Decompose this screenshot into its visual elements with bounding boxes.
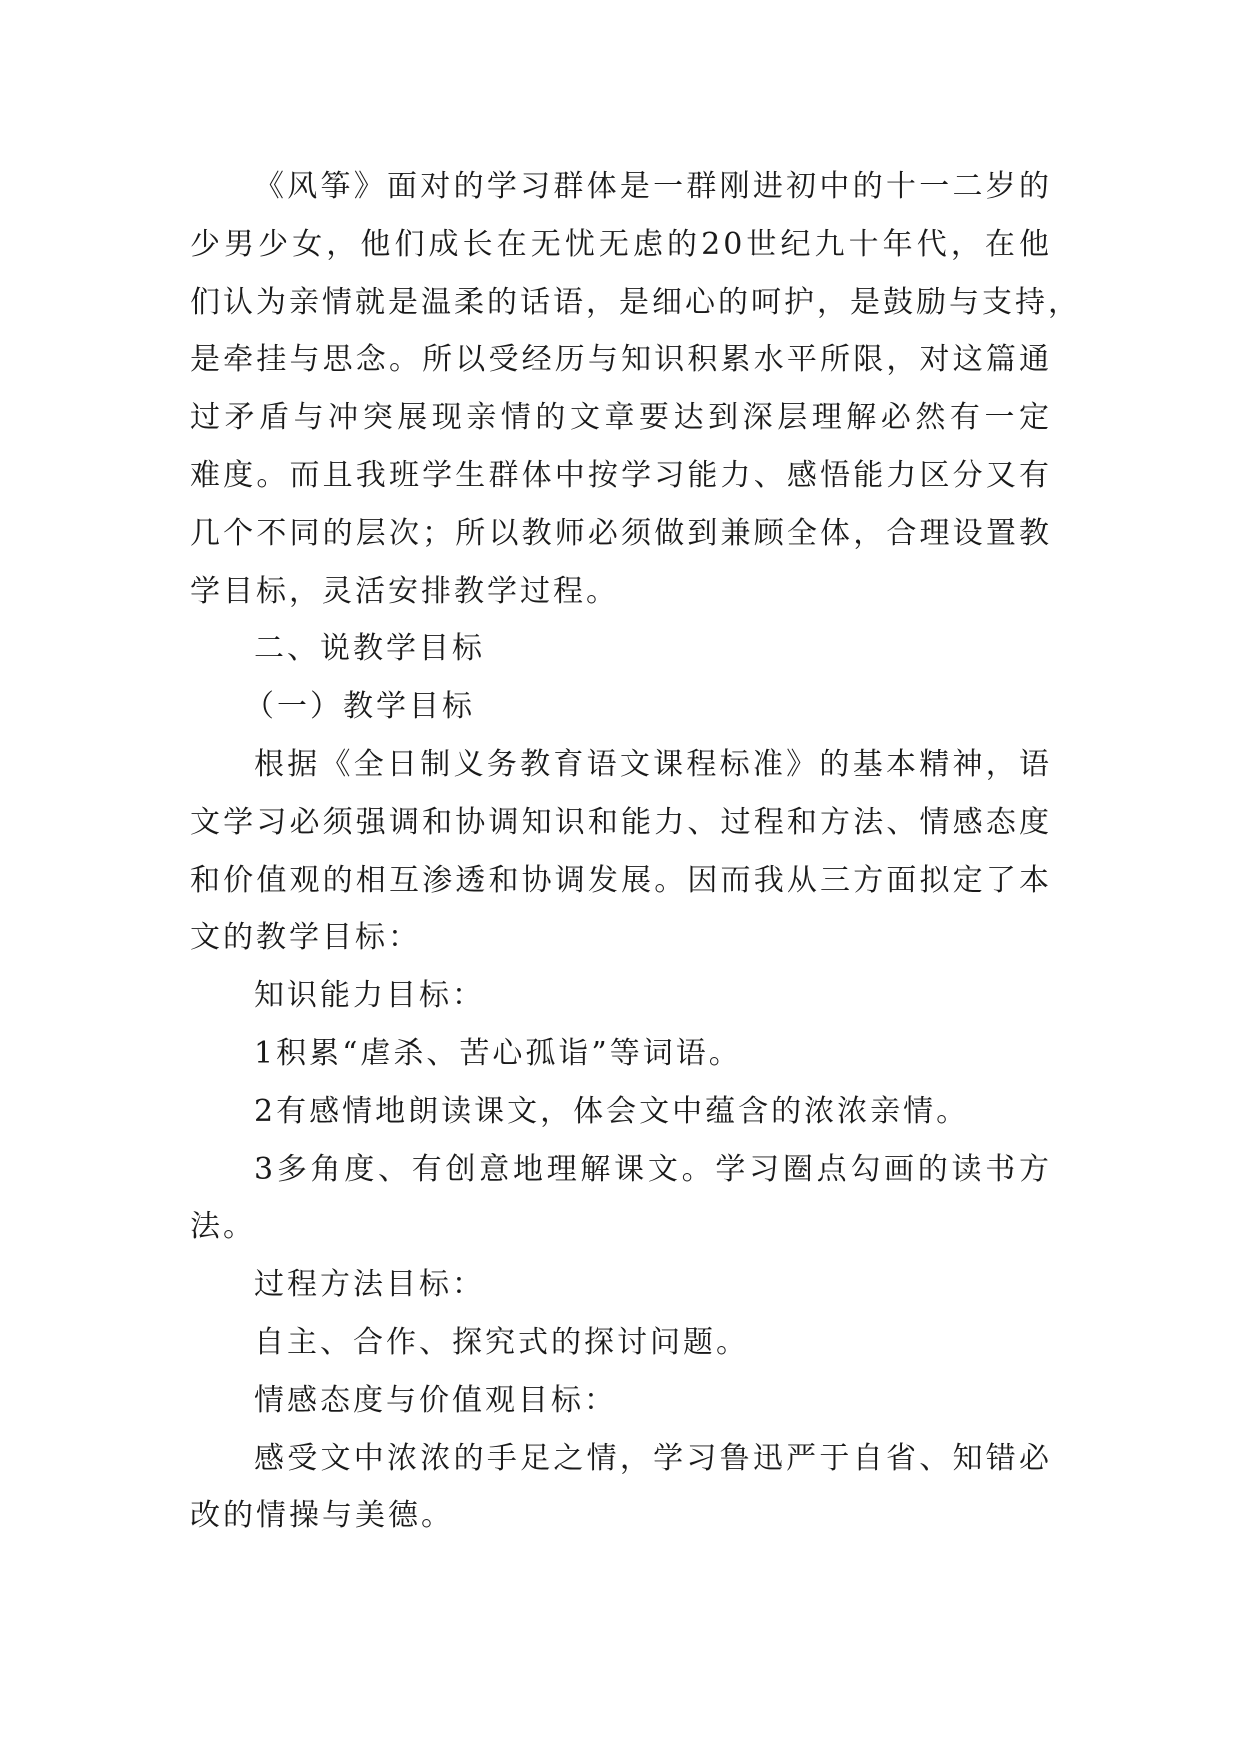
text-line: 根据《全日制义务教育语文课程标准》的基本精神，语 bbox=[254, 746, 1052, 782]
text-line: 2有感情地朗读课文，体会文中蕴含的浓浓亲情。 bbox=[254, 1093, 970, 1129]
document-body bbox=[190, 158, 1081, 1545]
text-line: 改的情操与美德。 bbox=[190, 1498, 454, 1534]
text-line: 知识能力目标： bbox=[254, 978, 485, 1014]
paragraph-curriculum-basis bbox=[190, 736, 1052, 967]
text-line: 们认为亲情就是温柔的话语，是细心的呵护，是鼓励与支持， bbox=[190, 284, 1081, 320]
text-line: 文的教学目标： bbox=[190, 920, 421, 956]
heading-objectives-sub: （一）教学目标 bbox=[244, 689, 475, 725]
goal-item-3 bbox=[190, 1141, 1052, 1257]
paragraph-learner-analysis bbox=[190, 158, 1081, 620]
text-line: 学目标，灵活安排教学过程。 bbox=[190, 573, 619, 609]
text-line: 几个不同的层次；所以教师必须做到兼顾全体，合理设置教 bbox=[190, 515, 1052, 551]
goal-item-2 bbox=[190, 1083, 1052, 1141]
subsection-heading bbox=[190, 678, 1052, 736]
attitude-goals-label bbox=[190, 1372, 1052, 1430]
text-line: 法。 bbox=[190, 1209, 256, 1245]
text-line: 《风筝》面对的学习群体是一群刚进初中的十一二岁的 bbox=[254, 169, 1052, 204]
text-line: 文学习必须强调和协调知识和能力、过程和方法、情感态度 bbox=[190, 804, 1052, 840]
attitude-goal-item bbox=[190, 1430, 1052, 1546]
text-line: 1积累“虐杀、苦心孤诣”等词语。 bbox=[254, 1035, 742, 1071]
text-line: 情感态度与价值观目标： bbox=[254, 1382, 617, 1418]
knowledge-goals-label bbox=[190, 967, 1052, 1025]
text-line: 过程方法目标： bbox=[254, 1267, 485, 1303]
text-line: 感受文中浓浓的手足之情，学习鲁迅严于自省、知错必 bbox=[254, 1440, 1052, 1476]
goal-item-1 bbox=[190, 1025, 1052, 1083]
text-line: 难度。而且我班学生群体中按学习能力、感悟能力区分又有 bbox=[190, 457, 1052, 493]
text-line: 过矛盾与冲突展现亲情的文章要达到深层理解必然有一定 bbox=[190, 400, 1052, 436]
text-line: 少男少女，他们成长在无忧无虑的20世纪九十年代，在他 bbox=[190, 226, 1052, 262]
text-line: 和价值观的相互渗透和协调发展。因而我从三方面拟定了本 bbox=[190, 862, 1052, 898]
text-line: 自主、合作、探究式的探讨问题。 bbox=[254, 1324, 749, 1360]
heading-teaching-objectives: 二、说教学目标 bbox=[254, 631, 485, 667]
process-goals-label bbox=[190, 1256, 1052, 1314]
text-line: 3多角度、有创意地理解课文。学习圈点勾画的读书方 bbox=[254, 1151, 1052, 1187]
text-line: 是牵挂与思念。所以受经历与知识积累水平所限，对这篇通 bbox=[190, 342, 1052, 378]
process-goal-item bbox=[190, 1314, 1052, 1372]
section-heading bbox=[190, 620, 1052, 678]
